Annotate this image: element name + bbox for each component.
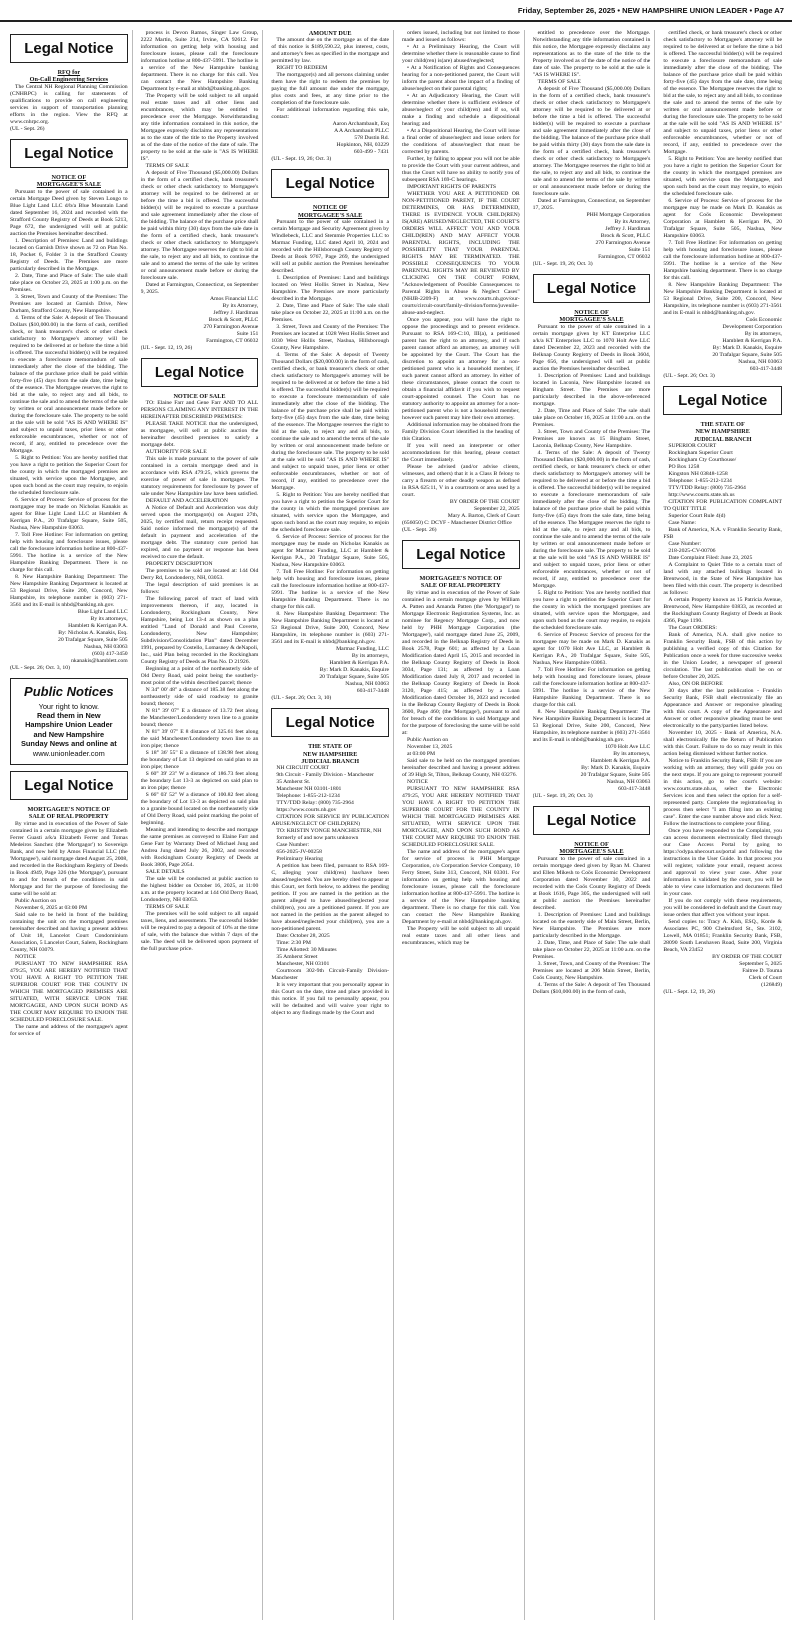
notice-paragraph: The premises to be sold are located at: 144 Old Derry Rd, Londonderry, NH, 03053.: [140, 568, 259, 582]
notice-paragraph: orders issued, including but not limited to those made and issued as follows:: [401, 30, 520, 43]
notice-signature-line: September 5, 2025: [739, 961, 782, 968]
notice-paragraph: N 81° 39' 07" E 8 distance of 325.61 feet along the said Manchester/Londonderry town line to an iron pipe; thence: [140, 729, 259, 750]
notice-signature-line: By its attorneys,: [613, 750, 651, 757]
notice-signature-line: Faitree D. Touma: [742, 968, 782, 975]
notice-signature-line: Farmington, CT 06032: [206, 338, 259, 344]
notice-paragraph: For additional information regarding this sale, contact:: [271, 107, 389, 121]
legal-notice: [663, 30, 782, 380]
notice-signature-line: September 22, 2025: [474, 506, 520, 512]
public-notices-line: and New Hampshire: [33, 729, 105, 739]
notice-signature-line: Hamblett & Kerrigan P.A.: [329, 660, 389, 667]
notice-paragraph: 30 days after the last publication - Franklin Security Bank, FSB shall electronically file an Appearance and Answer or responsive pleading with this court. A copy of the Appearance and Answer or other responsive pleading must be sent electronically to the party/parties listed below.: [663, 688, 782, 730]
notice-paragraph: Case Number:: [668, 541, 702, 548]
legal-notice: [10, 806, 128, 1038]
notice-run-dates: (UL - Sept. 19, 26; Oct. 3): [532, 261, 593, 267]
notice-signature-line: Hopkinton, NH, 03229: [336, 142, 389, 149]
notice-paragraph: Manchester NH 03101-1801: [276, 786, 342, 793]
notice-paragraph: • At an Adjudicatory Hearing, the Court will determine whether there is sufficient evidence of abuse/neglect of your child(ren) and if so, will make a finding and schedule a dispositional hearing; and: [401, 93, 520, 127]
legal-notice: [141, 393, 259, 953]
notice-heading: JUDICIAL BRANCH: [693, 435, 752, 443]
notice-paragraph: The Central NH Regional Planning Commission (CNHRPC) is calling for statements of qualifications to provide on call engineering services in support of transportation planning efforts in the region. View the RFQ at www.cnhrpc.org.: [10, 83, 128, 125]
notice-paragraph: 7. Toll Free Hotline: For information on getting help with housing and foreclosure issues, please call the foreclosure information hotline at 800-437-5991. The hotline is a service of the New Hampshire banking department. There is no charge for this call.: [663, 240, 782, 281]
notice-signature-line: Clerk of Court: [748, 975, 782, 982]
notice-paragraph: CITATION FOR SERVICE BY PUBLICATION ABUSE/NEGLECT OF CHILD(REN): [271, 814, 389, 828]
legal-notice: [10, 69, 128, 133]
notice-paragraph: S 60° 39' 23" W a distance of 186.73 feet along the boundary Lot 13-3 as depicted on said plan to an iron pipe; thence: [140, 771, 259, 792]
notice-paragraph: PO Box 1258: [668, 464, 700, 471]
legal-notice-title: Legal Notice: [10, 771, 128, 800]
notice-heading: RFQ for: [57, 69, 81, 76]
notice-column: [271, 30, 394, 1620]
legal-notice: [271, 743, 389, 1017]
notice-paragraph: 4. Terms of the Sale: A deposit of Ten Thousand Dollars ($10,000.00) in the form of cash,: [532, 981, 651, 995]
notice-signature-line: By: Mark D. Kanakis, Esquire: [581, 764, 651, 771]
notice-signature-line: Aaron Archambault, Esq: [332, 121, 389, 128]
notice-paragraph: 1. Description of Premises: Land and buildings located on the easterly side of Main Street, Berlin, New Hampshire. The Premises are more particularly described in the Mortgage.: [532, 911, 651, 939]
notice-paragraph: Superior Court Rule 4(d): [668, 513, 726, 520]
notice-signature-line: Nashua, NH 03063: [606, 778, 651, 785]
notice-paragraph: S 66° 03' 52" W a distance of 100.82 feet along the boundary of Lot 13-3 as depicted on said plan to a granite bound located on the northeasterly side of Old Derry Road, said point marking the point of beginning.: [140, 792, 259, 827]
public-notices-line: www.unionleader.com: [32, 748, 105, 758]
notice-paragraph: Kingston NH 03848-1258: [668, 471, 728, 478]
notice-paragraph: Beginning at a point of the northeasterly side of Old Derry Road, said point being the southerly-most point of the within described parcel; thence: [140, 666, 259, 687]
notice-paragraph: Dated at Farmington, Connecticut, on September 9, 2025.: [140, 282, 259, 295]
notice-paragraph: 8. New Hampshire Banking Department: The New Hampshire Banking Department is located at 53 Regional Drive, Suite 200, Concord, New Hampshire, its telephone number is (603) 271-3561 and its E-mail is nhbd@banking.nh.gov.: [10, 573, 128, 608]
header-dateline: Friday, September 26, 2025 • NEW HAMPSHIRE UNION LEADER • Page A7: [517, 5, 784, 15]
notice-column: [402, 30, 525, 1620]
notice-paragraph: 35 Amherst St.: [276, 779, 311, 786]
notice-signature-line: 20 Trafalgar Square, Suite 505: [712, 352, 782, 358]
notice-signature-line: Suite 151: [236, 331, 259, 337]
notice-paragraph: SUPERIOR COURT: [668, 443, 717, 450]
notice-paragraph: Date Complaint Filed: June 23, 2025: [668, 555, 753, 562]
notice-paragraph: The Court ORDERS:: [668, 625, 717, 632]
notice-signature-line: BY ORDER OF THE COURT: [449, 499, 520, 505]
notice-paragraph: Date: October 28, 2025: [276, 933, 330, 940]
notice-paragraph: If you do not comply with these requirements, you will be considered in default and the Court may issue orders that affect you without your input.: [663, 898, 782, 919]
notice-signature-line: By: Mark D. Kanakis, Esquire: [319, 667, 389, 674]
legal-notice: [271, 204, 389, 702]
notice-paragraph: Preliminary Hearing: [276, 856, 323, 863]
notice-signature-line: By: Mark D. Kanakis, Esquire: [712, 345, 782, 351]
legal-notice-title: Legal Notice: [10, 34, 128, 63]
notice-paragraph: The Property will be sold subject to all unpaid real estate taxes and all other liens and encumbrances, which may be: [401, 925, 520, 946]
notice-signature-line: 603-499 - 7431: [353, 149, 389, 156]
notice-paragraph: 1. Description of Premises: Land and buildings located on West Hollis Street in Nashua, New Hampshire. The Premises are more particularly described in the Mortgage.: [271, 275, 389, 303]
notice-signature-line: Blue Light Land LLC: [77, 608, 128, 615]
legal-notice: [402, 30, 520, 534]
notice-signature-line: 603-417-3448: [618, 785, 651, 792]
notice-paragraph: Time: 2:30 PM: [276, 940, 311, 947]
notice-paragraph: 4. Terms of the Sale: A deposit of Twenty Thousand Dollars ($20,000.00) in the form of cash, certified check, or bank treasurer's check or other check satisfactory to Mortgagee's attorney will be required to be delivered at or before the time a bid is offered. The successful bidder(s) will be required to execute a foreclosure memorandum of sale immediately after the close of the bidding. The balance of the purchase price shall be paid within forty-five (45) days from the sale date, time being of the essence. The Mortgagee reserves the right to bid at the sale, to reject any and all bids, to continue the sale and to amend the terms of the sale by written or oral announcement made before or during the foreclosure sale. The property to be sold at the sale will be sold "AS IS AND WHERE IS" and subject to unpaid taxes, prior liens or other enforceable encumbrances, whether or not of record, if any, entitled to precedence over the Mortgage.: [271, 352, 389, 492]
notice-paragraph: Telephone: 1-855-212-1234: [668, 478, 732, 485]
notice-paragraph: • At a Dispositional Hearing, the Court will issue a final order of abuse/neglect and issue orders for the conditions of abuse/neglect that must be corrected by parents.: [401, 128, 520, 155]
notice-paragraph: Public Auction on: [406, 736, 449, 743]
notice-heading: MORTGAGEE'S SALE: [36, 181, 101, 189]
notice-paragraph: NOTICE: [15, 953, 36, 960]
notice-heading: NOTICE OF: [312, 204, 348, 212]
notice-paragraph: 7. Toll Free Hotline: For information on getting help with housing and foreclosure issues, please call the foreclosure information hotline at 800-437-5991. The hotline is a service of the New Hampshire Banking Department. There is no charge for this call.: [10, 531, 128, 573]
notice-signature-line: 1070 Holt Ave LLC: [605, 743, 651, 750]
notice-paragraph: • At a Preliminary Hearing, the Court will determine whether there is reasonable cause to find your child(ren) is(are) abused/neglected;: [401, 44, 520, 64]
notice-signature-line: By its Attorney,: [614, 219, 651, 225]
notice-heading: NOTICE OF: [51, 173, 87, 181]
notice-paragraph: Rockingham Superior Court: [668, 450, 733, 457]
notice-paragraph: Time Allotted: 30 Minutes: [276, 947, 337, 954]
notice-signature-line: Coös Economic: [745, 317, 782, 323]
notice-paragraph: S 18° 36' 55" E a distance of 138.98 feet along the boundary of Lot 13 depicted on said plan to an iron pipe; thence: [140, 750, 259, 771]
notice-paragraph: http://www.courts.state.nh.us: [668, 492, 735, 499]
notice-paragraph: 6. Service of Process: Service of process for the mortgagee may be made on Nicholas Kanakis as agent for Marmac Funding, LLC at Hamblett & Kerrigan P.A., 20 Trafalgar Square, Suite 505, Nashua, New Hampshire 03063.: [271, 534, 389, 569]
notice-paragraph: This sale is made pursuant to the power of sale contained in a certain mortgage deed and in accordance with RSA 479:25, which governs the exercise of power of sale in mortgages. The statutory requirements for foreclosure by power of sale under New Hampshire law have been satisfied.: [140, 456, 259, 498]
notice-paragraph: 4. Terms of the Sale: A deposit of Twenty Thousand Dollars ($20,000.00) in the form of cash, certified check, or bank treasurer's check or other check satisfactory to Mortgagee's attorney will be required to be delivered at or before the time a bid is offered. The successful bidder(s) will be required to execute a foreclosure memorandum of sale immediately after the close of the bidding. The balance of the purchase price shall be paid within forty-five (45) days from the sale date, time being of the essence. The Mortgagee reserves the right to bid at the sale, to reject any and all bids, to continue the sale and to amend the terms of the sale by written or oral announcement made before or during the foreclosure sale. The property to be sold at the sale will be sold "AS IS AND WHERE IS" and subject to unpaid taxes, prior liens or other enforceable encumbrances, whether or not of record, if any, entitled to precedence over the Mortgage.: [532, 449, 651, 589]
notice-paragraph: entitled to precedence over the Mortgage. Notwithstanding any title information contained in this notice, the Mortgagee expressly disclaims any representations as to the state of the title to the Property involved as of the date of the notice of the date of sale. The property to be sold at the sale is "AS IS WHERE IS".: [532, 30, 651, 78]
notice-paragraph: 2. Date, Time and Place of Sale: The sale shall take place on October 23, 2025 at 1:00 p.m. on the Premises.: [10, 272, 128, 293]
notice-paragraph: 3. Street, Town and County of the Premises: The Premises are located at Garnish Drive, New Durham, Strafford County, New Hampshire.: [10, 293, 128, 314]
notice-paragraph: November 6, 2025 at 03:00 PM: [15, 904, 88, 911]
notice-signature-line: Brock & Scott, PLLC: [600, 233, 651, 239]
notice-paragraph: November 10, 2025 - Bank of America, N.A. shall electronically file the Return of Publication with this Court. Failure to do so may result in this action being dismissed without further notice.: [663, 730, 782, 758]
notice-paragraph: at 03:00 PM: [406, 750, 436, 757]
notice-signature-line: By its attorneys,: [90, 615, 128, 622]
notice-paragraph: Please be advised (and/or advise clients, witnesses, and others) that it is a Class B felony to carry a firearm or other deadly weapon as defined in RSA 625:11, V in a courtroom or area used by a court.: [401, 464, 520, 498]
notice-paragraph: formerly of and now parts unknown: [276, 835, 359, 842]
notice-paragraph: A petition has been filed, pursuant to RSA 169-C, alleging your child(ren) has/have been abused/neglected. You are hereby cited to appear at this Court, set forth below, to address the pending petition. If you are named in the petition as the parent alleged to have abused/neglected your child(ren), you are a petitioned parent. If you are not named in the petition as the parent alleged to have abused/neglected your child(ren), you are a non-petitioned parent.: [271, 863, 389, 933]
notice-heading: THE STATE OF: [700, 421, 745, 428]
legal-notice: [533, 841, 651, 996]
notice-paragraph: PROPERTY DESCRIPTION: [145, 561, 213, 568]
notice-paragraph: 5. Right to Petition: You are hereby notified that you have a right to petition the Superior Court for the county in which the mortgaged premises are situated, with service upon the Mortgagee, and upon such bond as the court may require, to enjoin the scheduled foreclosure sale.: [10, 454, 128, 496]
notice-paragraph: A deposit of Five Thousand ($5,000.00) Dollars in the form of a certified check, bank treasurer's check or other check satisfactory to Mortgagee's attorney will be required to be delivered at or before the time a bid is offered. The successful bidder(s) will be required to execute a purchase and sale agreement immediately after the close of the bidding. The balance of the purchase price shall be paid within thirty (30) days from the sale date in the form of a certified check, bank treasurer's check or other check satisfactory to Mortgagee's attorney. The Mortgagee reserves the right to bid at the sale, to reject any and all bids, to continue the sale and to amend the terms of the sale by written or oral announcement made before or during the foreclosure sale.: [532, 86, 651, 197]
legal-notice: [663, 421, 782, 996]
notice-heading: NOTICE OF: [574, 840, 609, 848]
notice-signature-line: By its Attorney,: [222, 303, 259, 309]
notice-paragraph: Notice to Franklin Security Bank, FSB: If you are working with an attorney, they will guide you on the next steps. If you are going to represent yourself in this action, go to the court's website: www.courts.state.nh.us, select the Electronic Services icon and then select the option for a self-represented party. Complete the registration/log in process then select "I am filing into an existing case". Enter the case number above and click Next. Follow the instructions to complete your filing.: [663, 758, 782, 828]
notice-signature-line: (126849): [761, 982, 782, 989]
notice-signature-line: Jeffrey J. Hardiman: [605, 226, 651, 232]
notice-paragraph: Said sale to be held in front of the building containing the unit on the mortgaged premises hereinafter described and having a present address of Unit 18, Lancelot Court Condominium Association, 5 Lancelot Court, Salem, Rockingham County, NH 03079.: [10, 911, 128, 953]
notice-paragraph: 3. Street, Town and County of the Premises: The Premises are known as 15 Bingham Street, Laconia, Belknap County, New Hampshire.: [532, 428, 651, 449]
notice-paragraph: Dated at Farmington, Connecticut, on September 17, 2025.: [532, 198, 651, 211]
notice-signature-line: By its attorneys,: [744, 331, 782, 337]
notice-paragraph: process is Devon Ramos, Singer Law Group, 2222 Martin, Suite 214, Irvine, CA 92612. For information on getting help with housing and foreclosure issues, please call the foreclosure information hotline at 800-437-5991. The hotline is a service of the New Hampshire banking department. There is no charge for this call. You can contact the New Hampshire Banking Department by e-mail at nhbd@banking.nh.gov.: [140, 30, 259, 92]
notice-paragraph: Pursuant to the power of sale contained in a certain mortgage given by KT Enterprise LLC a/k/a KT Enterprises LLC to 1070 Holt Ave LLC dated December 22, 2023 and recorded with the Belknap County Registry of Deeds in Book 3604, Page 656, the undersigned will sell at public auction the Premises hereinafter described.: [532, 323, 651, 372]
public-notices-title: Public Notices: [24, 683, 114, 699]
notice-paragraph: 2. Date, Time and Place of Sale: The sale shall take place on October 16, 2025 at 11:00 a.m. on the Premises.: [532, 407, 651, 428]
notice-paragraph: https://www.courts.nh.gov: [276, 807, 337, 814]
notice-paragraph: 4. Terms of the Sale: A deposit of Ten Thousand Dollars ($10,000.00) in the form of cash, certified check, or bank treasurer's check or other check satisfactory to Mortgagee's attorney will be required to be delivered at or before the time a bid is offered. The successful bidder(s) will be required to execute a foreclosure memorandum of sale immediately after the close of the bidding. The balance of the purchase price shall be paid within forty-five (45) days from the sale date, time being of the essence. The Mortgagee reserves the right to bid at the sale, to reject any and all bids, to continue the sale and to amend the terms of the sale by written or oral announcement made before or during the foreclosure sale. The property to be sold at the sale will be sold "AS IS AND WHERE IS" and subject to unpaid taxes, prior liens or other enforceable encumbrances, whether or not of record, if any, entitled to precedence over the Mortgage.: [10, 314, 128, 454]
notice-paragraph: 9th Circuit - Family Division - Manchester: [276, 772, 374, 779]
legal-notice-title: Legal Notice: [271, 708, 389, 737]
notice-run-dates: (UL - Sept. 19, 26; Oct. 3): [532, 792, 593, 799]
notice-heading: THE STATE OF: [308, 743, 353, 751]
notice-signature-line: 270 Farmington Avenue: [203, 324, 259, 330]
notice-signature-line: By: Nicholas A. Kanakis, Esq.: [58, 629, 128, 636]
notice-paragraph: The legal description of said premises is as follows:: [140, 582, 259, 596]
notice-paragraph: The amount due on the mortgage as of the date of this notice is $189,590.22, plus interest, costs, and attorney's fees as specified in the mortgage and permitted by law.: [271, 37, 389, 65]
page-header: [0, 0, 792, 22]
notice-paragraph: N 81° 39' 07" E a distance of 13.72 feet along the Manchester/Londonderry town line to a granite bound; thence: [140, 708, 259, 729]
notice-heading: MORTGAGEE'S SALE: [298, 211, 363, 219]
notice-run-dates: (UL - Sept. 26): [10, 125, 45, 132]
notice-signature-line: 603-417-3448: [749, 366, 782, 372]
notice-paragraph: PLEASE TAKE NOTICE that the undersigned, as mortgagee, will sell at public auction the hereinafter described premises to satisfy a mortgage debt.: [140, 421, 259, 449]
legal-notice-title: Legal Notice: [533, 806, 651, 835]
notice-paragraph: The following parcel of tract of land with improvements thereon, if any, located in Londonderry, Rockingham County, New Hampshire, being Lot 13-4 as shown on a plan entitled "Land of Donald and Paul Coverte, Londonderry, New Hampshire; Subdivision/Consolidation Plan" dated December 1991, prepared by Costello, Lomasney & deNapoli, Inc., said Plan being recorded in the Rockingham County Registry of Deeds as Plan No. D 21926.: [140, 596, 259, 666]
notice-paragraph: Telephone: 1-855-212-1234: [276, 793, 340, 800]
notice-signature-line: 603-417-3448: [356, 688, 389, 695]
notice-paragraph: 35 Amherst Street: [276, 954, 318, 961]
notice-signature-line: Hamblett & Kerrigan P.A.: [590, 757, 651, 764]
notice-paragraph: WHETHER YOU ARE A PETITIONED OR NON-PETITIONED PARENT, IF THE COURT DETERMINES, OR HAS DETERMINED, THERE IS EVIDENCE YOUR CHILD(REN) IS(ARE) ABUSED/NEGLECTED, THE COURT'S ORDERS WILL AFFECT YOU AND YOUR CHILD(REN) AND MAY AFFECT YOUR PARENTAL RIGHTS, INCLUDING THE POSSIBILITY THAT YOUR PARENTAL RIGHTS MAY BE TERMINATED. THE POSSIBLE CONSEQUENCES TO YOUR PARENTAL RIGHTS MAY BE REVIEWED BY CLICKING ON THE COURT FORM, "Acknowledgement of Possible Consequences to Parental Rights in Abuse & Neglect Cases" (NHJB-2209-F) at www.courts.nh.gov/our-courts/circuit-court/family-division/forms/juvenile-abuse-and-neglect.: [401, 191, 520, 316]
notice-paragraph: Case Number:: [276, 842, 310, 849]
legal-notice-title: Legal Notice: [271, 169, 389, 198]
notice-paragraph: 7. Toll Free Hotline: For information on getting help with housing and foreclosure issues, please call the foreclosure information hotline at 800-437-5991. The hotline is a service of the New Hampshire Banking Department. There is no charge for this call.: [271, 569, 389, 611]
notice-run-dates: (UL - Sept. 12, 19, 26): [663, 989, 715, 996]
notice-column: [663, 30, 786, 1620]
notice-paragraph: TERMS OF SALE: [145, 163, 189, 169]
notice-signature-line: Hamblett & Kerrigan P.A.: [68, 622, 128, 629]
notice-paragraph: N 34° 00' 48" a distance of 185.38 feet along the northeasterly side of said roadway to granite bound; thence;: [140, 687, 259, 708]
notice-signature-line: BY ORDER OF THE COURT: [712, 954, 782, 961]
notice-paragraph: Meaning and intending to describe and mortgage the same premises as conveyed to Elaine Farr and Gene Farr by Warranty Deed of Michael Jung and Andrea Jung dated July 26, 2002, and recorded with Rockingham County Registry of Deeds at Book 3806, Page 2054.: [140, 827, 259, 869]
notice-paragraph: SALE DETAILS: [145, 869, 185, 876]
notice-paragraph: 5. Right to Petition: You are hereby notified that you have a right to petition the Superior Court for the county in which the mortgaged premises are situated, with service upon the Mortgagee, and upon such bond as the court may require, to enjoin the scheduled foreclosure sale.: [663, 156, 782, 197]
notice-paragraph: Bank of America, N.A. shall give notice to Franklin Security Bank, FSB of this action by publishing a verified copy of this Citation for Publication once a week for three successive weeks in the Union Leader, a newspaper of general circulation. The last publication shall be on or before October 20, 2025.: [663, 632, 782, 681]
legal-notice: [533, 309, 651, 800]
notice-heading: MORTGAGEE'S NOTICE OF: [419, 575, 503, 582]
notice-paragraph: It is very important that you personally appear in this Court on the date, time and place provided in this notice. If you fail to personally appear, you will be defaulted and will waive your right to object to any findings made by the Court and: [271, 982, 389, 1017]
notice-heading: NEW HAMPSHIRE: [302, 750, 358, 758]
notice-paragraph: 8. New Hampshire Banking Department: The New Hampshire Banking Department is located at 53 Regional Drive, Suite 200, Concord, New Hampshire, its telephone number is (603) 271-3561 and its E-mail is nhbd@banking.nh.gov.: [271, 611, 389, 646]
notice-paragraph: 3. Street, Town, and County of the Premises: The Premises are located at 206 Main Street, Berlin, Coös County, New Hampshire.: [532, 960, 651, 981]
notice-signature-line: Farmington, CT 06032: [598, 254, 651, 260]
notice-signature-line: By its attorneys,: [351, 653, 389, 660]
notice-paragraph: TO: Elaine Farr and Gene Farr AND TO ALL PERSONS CLAIMING ANY INTEREST IN THE HEREINAFTER DESCRIBED PREMISES:: [140, 400, 259, 421]
notice-paragraph: Case Name:: [668, 520, 696, 527]
notice-signature-line: 578 Dustin Rd.: [354, 135, 389, 142]
notice-paragraph: PURSUANT TO NEW HAMPSHIRE RSA 479:25, YOU ARE HEREBY NOTIFIED THAT YOU HAVE A RIGHT TO PETITION THE SUPERIOR COURT FOR THE COUNTY IN WHICH THE MORTGAGED PREMISES ARE SITUATED, WITH SERVICE UPON THE MORTGAGEE, AND UPON SUCH BOND AS THE COURT MAY REQUIRE TO ENJOIN THE SCHEDULED FORECLOSURE SALE.: [10, 960, 128, 1023]
notice-paragraph: 1. Description of Premises: Land and buildings located on Garnish Drive shown as 72 on Plan No. 18, Pocket 6, Folder 3 in the Strafford County Registry of Deeds. The Premises are more particularly described in the Mortgage.: [10, 237, 128, 272]
public-notices-line: Sunday News and online at: [20, 739, 117, 749]
notice-heading: On-Call Engineering Services: [29, 76, 109, 84]
notice-paragraph: PURSUANT TO NEW HAMPSHIRE RSA 479:25, YOU ARE HEREBY NOTIFIED THAT YOU HAVE A RIGHT TO PETITION THE SUPERIOR COURT FOR THE COUNTY IN WHICH THE MORTGAGED PREMISES ARE SITUATED, WITH SERVICE UPON THE MORTGAGEE, AND UPON SUCH BOND AS THE COURT MAY REQUIRE TO ENJOIN THE SCHEDULED FORECLOSURE SALE.: [401, 785, 520, 848]
notice-paragraph: A certain Property known as 15 Patricia Avenue, Brentwood, New Hampshire 03833, as recorded at the Rockingham County Registry of Deeds at Book 4366, Page 1190.: [663, 597, 782, 625]
notice-signature-line: A A Archambault PLLC: [334, 128, 389, 135]
notice-heading: SALE OF REAL PROPERTY: [28, 813, 109, 821]
notice-run-dates: (UL - Sept. 26; Oct. 3, 10): [10, 664, 70, 671]
public-notices-line: Read them in New: [37, 711, 101, 721]
notice-paragraph: 2. Date, Time, and Place of Sale: The sale shall take place on October 22, 2025 at 11:00 a.m. on the Premises.: [532, 939, 651, 960]
notice-signature-line: Nashua, NH 03063: [83, 643, 128, 650]
notice-paragraph: Pursuant to the power of sale contained in a certain mortgage deed given by Ryan M. Charest and Ellen Mikesh to Coös Economic Development Corporation dated November 30, 2022 and recorded with the Coös County Registry of Deeds at Book 1616, Page 305, the undersigned will sell at public auction the Premises hereinafter described.: [532, 855, 651, 911]
legal-notice-title: Legal Notice: [141, 358, 259, 387]
notice-heading: NEW HAMPSHIRE: [695, 428, 750, 436]
notice-signature-line: 20 Trafalgar Square, Suite 505: [580, 771, 651, 778]
notice-paragraph: Said sale to be held on the mortgaged premises hereinafter described and having a present address of 39 High St, Tilton, Belknap County, NH 03276.: [401, 757, 520, 778]
notice-signature-line: Marmac Funding, LLC: [336, 646, 389, 653]
notice-paragraph: Also, ON OR BEFORE: [668, 681, 723, 688]
notice-signature-line: PHH Mortgage Corporation: [586, 212, 651, 218]
notice-paragraph: A deposit of Five Thousand ($5,000.00) Dollars in the form of a certified check, bank treasurer's check or other check satisfactory to Mortgagee's attorney will be required to be delivered at or before the time a bid is offered. The successful bidder(s) will be required to execute a purchase and sale agreement immediately after the close of the bidding. The balance of the purchase price shall be paid within thirty (30) days from the sale date in the form of a certified check, bank treasurer's check or other check satisfactory to Mortgagee's attorney. The Mortgagee reserves the right to bid at the sale, to reject any and all bids, to continue the sale and to amend the terms of the sale by written or oral announcement made before or during the foreclosure sale.: [140, 170, 259, 281]
notice-paragraph: DEFAULT AND ACCELERATION: [145, 498, 229, 505]
legal-notice: [271, 30, 389, 163]
notice-paragraph: A Complaint to Quiet Title to a certain tract of land with any attached buildings located in Brentwood, in the State of New Hampshire has been filed with this court. The property is described as follows:: [663, 562, 782, 597]
notice-signature-line: 20 Trafalgar Square, Suite 505: [319, 674, 389, 681]
notice-signature-line: Jeffrey J. Hardiman: [213, 310, 259, 316]
notice-paragraph: 8. New Hampshire Banking Department: The New Hampshire Banking Department is located at 53 Regional Drive, Suite 200, Concord, New Hampshire, its telephone number is (603) 271-3561 and its E-mail is nhbd@banking.nh.gov.: [532, 708, 651, 743]
notice-paragraph: The sale will be conducted at public auction to the highest bidder on October 16, 2025, at 11:00 a.m. at the property located at 144 Old Derry Road, Londonderry, NH 03053.: [140, 876, 259, 904]
notice-signature-line: Development Corporation: [722, 324, 782, 330]
notice-paragraph: Public Auction on: [15, 897, 57, 904]
notice-paragraph: 656-2025-JV-00258: [276, 849, 322, 856]
notice-paragraph: 6. Service of Process: Service of process for the mortgagee may be made on Nicholas Kanakis as agent for Blue Light Land LLC at Hamblett & Kerrigan P.A., 20 Trafalgar Square, Suite 505, Nashua, New Hampshire 03063.: [10, 496, 128, 531]
notice-paragraph: 5. Right to Petition: You are hereby notified that you have a right to petition the Superior Court for the county in which the mortgaged premises are situated, with service upon the Mortgagee, and upon such bond as the court may require, to enjoin the scheduled foreclosure sale.: [271, 492, 389, 534]
notice-column: [141, 30, 264, 1620]
notice-signature-line: (603) 417-3450: [92, 650, 128, 657]
notice-paragraph: The Property will be sold subject to all unpaid real estate taxes and all other liens and encumbrances, which may be entitled to precedence over the Mortgage. Notwithstanding any title information contained in this notice, the Mortgagee expressly disclaims any representations as to the state of the title to the Property involved as of the date of the notice of the date of sale. The property to be sold at the sale is "AS IS WHERE IS".: [140, 93, 259, 162]
notice-run-dates: (UL - Sept. 26; Oct. 3): [663, 373, 715, 379]
public-notices-promo: [10, 678, 128, 765]
notice-signature-line: 20 Trafalgar Square, Suite 505: [57, 636, 128, 643]
notice-paragraph: The name and address of the mortgagee's agent for service of: [10, 1023, 128, 1037]
notice-heading: MORTGAGEE'S SALE: [559, 848, 624, 856]
notice-paragraph: NOTICE: [406, 778, 428, 785]
notice-paragraph: The premises will be sold subject to all unpaid taxes, liens, and assessments. The successful bidder will be required to pay a deposit of 10% at the time of sale, with the balance due within 7 days of the sale. The deed will be delivered upon payment of the full purchase price.: [140, 911, 259, 953]
legal-notice: [402, 575, 520, 947]
notice-paragraph: Pursuant to the power of sale contained in a certain Mortgage Deed given by Steven Longo to Blue Light Land LLC d/b/a Blue Mountain Land dated September 16, 2024 and recorded with the Strafford County Registry of Deeds at Book 5213, Page 672, the undersigned will sell at public auction the Premises hereinafter described.: [10, 188, 128, 237]
notice-paragraph: Rockingham Cty Courthouse/: [668, 457, 737, 464]
notice-signature-line: Mary A. Barton, Clerk of Court: [447, 513, 520, 519]
public-notices-line: Hampshire Union Leader: [25, 720, 113, 730]
notice-paragraph: TTY/TDD Relay: (800) 735-2964: [276, 800, 354, 807]
notice-paragraph: 5. Right to Petition: You are hereby notified that you have a right to petition the Superior Court for the county in which the mortgaged premises are situated, with service upon the Mortgagee, and upon such bond as the court may require, to enjoin the scheduled foreclosure sale.: [532, 589, 651, 631]
legal-notice-title: Legal Notice: [402, 540, 520, 569]
notice-paragraph: By virtue and in execution of the Power of Sale contained in a certain mortgage given by William A. Patten and Amanda Patten (the 'Mortgagor') to Mortgage Electronic Registration Systems, Inc. as nominee for Regency Mortgage Corp., and now held by PHH Mortgage Corporation (the 'Mortgagee'), said mortgage dated June 25, 2009, and recorded in the Belknap Registry of Deeds in Book 2578, Page 601; as affected by a Loan Modification dated April 15, 2015 and recorded in the Belknap County Registry of Deeds in Book 3034, Page 131; as affected by a Loan Modification dated July 8, 2017 and recorded in the Belknap County Registry of Deeds in Book 3120, Page 415; as affected by a Loan Modification dated October 16, 2023 and recorded in the Belknap County Registry of Deeds in Book 3600, Page 460; (the 'Mortgage'), pursuant to and for breach of the conditions in said Mortgage and for the purpose of foreclosing the same will be sold at:: [401, 589, 520, 736]
notice-heading: MORTGAGEE'S SALE: [559, 316, 624, 324]
notice-signature-line: Suite 151: [628, 247, 651, 253]
notice-paragraph: November 13, 2025: [406, 743, 453, 750]
notices-columns: [10, 30, 786, 1620]
notice-paragraph: Once you have responded to the Complaint, you can access documents electronically filed through our Case Access Portal by going to https://odypa.nhecourt.us/portal and following the instructions in the User Guide. In that process you will register, validate your email, request access and approval to view your case. After your information is validated by the court, you will be able to view case information and documents filed in your case.: [663, 828, 782, 898]
notice-signature-line: Nashua, NH 03063: [345, 681, 389, 688]
notice-paragraph: If you will need an interpreter or other accommodations for this hearing, please contact the Court immediately.: [401, 443, 520, 463]
legal-notice-title: Legal Notice: [663, 386, 782, 415]
notice-run-dates: (656050) C: DCYF - Manchester District Office (UL - Sept. 26): [401, 520, 512, 533]
notice-run-dates: (UL - Sept. 12, 19, 26): [140, 345, 193, 351]
notice-paragraph: Send copies to: Tracy A. Kish, ESQ., Korde & Associates PC, 900 Chelmsford St., Ste. 3102, Lowell, MA 01851; Franklin Security Bank, FSB, 28090 South Lenshaven Road, Suite 200, Virginia Beach, VA 23452: [663, 919, 782, 954]
notice-paragraph: 6. Service of Process: Service of process for the mortgagee may be made on Mark D. Kanakis as agent for Coös Economic Development Corporation at Hamblett & Kerrigan PA, 20 Trafalgar Square, Suite 505, Nashua, New Hampshire 03063.: [663, 198, 782, 239]
notice-paragraph: TTY/TDD Relay: (800) 735-2964: [668, 485, 746, 492]
notice-paragraph: The mortgagor(s) and all persons claiming under them have the right to redeem the premises by paying the full amount due under the mortgage, plus costs and fees, at any time prior to the completion of the foreclosure sale.: [271, 72, 389, 107]
notice-signature-line: Amos Financial LLC: [209, 296, 259, 302]
notice-heading: JUDICIAL BRANCH: [301, 758, 360, 766]
notice-paragraph: NH CIRCUIT COURT: [276, 765, 329, 772]
legal-notice-title: Legal Notice: [10, 139, 128, 168]
notice-heading: SALE OF REAL PROPERTY: [420, 582, 501, 590]
notice-paragraph: AUTHORITY FOR SALE: [145, 449, 207, 456]
legal-notice: [10, 174, 128, 672]
notice-paragraph: Once you appear, you will have the right to oppose the proceedings and to present evidence. Pursuant to RSA 169-C:10, III(a), a petitioned parent has the right to an attorney, and if such parent cannot afford an attorney, an attorney will be appointed by the Court. The Court has the discretion to appoint an attorney for a non-petitioned parent who is a household member, if such parent cannot afford an attorney. In either of these circumstances, please contact the court to obtain a financial affidavit if you wish to request court-appointed counsel. The Court has no statutory authority to appoint an attorney for a non-petitioned parent who is not a household member, however such parent may hire their own attorney.: [401, 317, 520, 421]
notice-heading: MORTGAGEE'S NOTICE OF: [27, 806, 111, 814]
notice-column: [533, 30, 656, 1620]
notice-paragraph: 8. New Hampshire Banking Department: The New Hampshire Banking Department is located at 53 Regional Drive, Suite 200, Concord, New Hampshire, its telephone number is (603) 271-3561 and its E-mail is nhbd@banking.nh.gov.: [663, 282, 782, 316]
notice-paragraph: Bank of America, N.A. v Franklin Security Bank, FSB: [663, 527, 782, 541]
notice-signature-line: Nashua, NH 03063: [738, 359, 782, 365]
notice-column: [10, 30, 133, 1620]
notice-paragraph: Pursuant to the power of sale contained in a certain Mortgage and Security Agreement given by Windlebeck, LLC and Stemmie Properties LLC to Marmac Funding, LLC dated April 10, 2024 and recorded with the Hillsborough County Registry of Deeds at Book 9767, Page 269, the undersigned will sell at public auction the Premises hereinafter described.: [271, 219, 389, 275]
notice-signature-line: nkanakis@hamblett.com: [71, 657, 128, 664]
notice-paragraph: TERMS OF SALE: [537, 79, 581, 85]
notice-paragraph: Courtroom 302-9th Circuit-Family Division-Manchester: [271, 968, 389, 982]
notice-paragraph: 6. Service of Process: Service of process for the mortgagee may be made on Mark D. Kanakis as agent for 1070 Holt Ave LLC, at Hamblett & Kerrigan P.A., 20 Trafalgar Square, Suite 505, Nashua, New Hampshire 03063.: [532, 631, 651, 666]
notice-paragraph: CITATION FOR PUBLICATION COMPLAINT TO QUIET TITLE: [663, 499, 782, 513]
notice-paragraph: 218-2025-CV-00706: [668, 548, 716, 555]
notice-paragraph: 7. Toll Free Hotline: For information on getting help with housing and foreclosure issues, please call the foreclosure information hotline at 800-437-5991. The hotline is a service of the New Hampshire Banking Department. There is no charge for this call.: [532, 666, 651, 708]
notice-paragraph: IMPORTANT RIGHTS OF PARENTS: [406, 184, 497, 190]
notice-run-dates: (UL - Sept. 26; Oct. 3, 10): [271, 695, 332, 702]
notice-paragraph: By virtue and in execution of the Power of Sale contained in a certain mortgage given by Elizabeth Ferrer Guasti a/k/a Elizabeth Ferrer and Tomas Medeiros Sanchez (the 'Mortgagor') to Sovereign Bank, and now held by Amos Financial LLC (the 'Mortgagee'), said mortgage dated August 25, 2008, and recorded in the Rockingham Registry of Deeds in Book 4949, Page 326 (the 'Mortgage'), pursuant to and for breach of the conditions in said Mortgage and for the purpose of foreclosing the same will be sold at:: [10, 820, 128, 897]
notice-signature-line: 270 Farmington Avenue: [595, 240, 651, 246]
notice-paragraph: Further, by failing to appear you will not be able to provide the Court with your current address, and thus the Court will have no ability to notify you of subsequent RSA 169-C hearings.: [401, 156, 520, 183]
notice-run-dates: (UL - Sept. 19, 26; Oct. 3): [271, 156, 332, 163]
notice-paragraph: RIGHT TO REDEEM: [276, 65, 328, 72]
notice-heading: NOTICE OF: [574, 309, 609, 316]
notice-paragraph: Additional information may be obtained from the Family Division Court identified in the heading of this Citation.: [401, 422, 520, 442]
notice-paragraph: A Notice of Default and Acceleration was duly served upon the mortgagor(s) on August 27th, 2025, by certified mail, return receipt requested. Said notice informed the mortgagor(s) of the default in payment and acceleration of the mortgage debt. The statutory cure period has expired, and no payment or response has been received to cure the default.: [140, 505, 259, 561]
notice-paragraph: 2. Date, Time and Place of Sale: The sale shall take place on October 22, 2025 at 11:00 a.m. on the Premises.: [271, 303, 389, 324]
notice-paragraph: • At a Notification of Rights and Consequences hearing for a non-petitioned parent, the Court will inform the parent about the impact of a finding of abuse/neglect on their parental rights;: [401, 65, 520, 92]
notice-signature-line: Brock & Scott, PLLC: [208, 317, 259, 323]
notice-signature-line: Hamblett & Kerrigan P.A.: [722, 338, 782, 344]
notice-heading: AMOUNT DUE: [308, 30, 352, 37]
notice-paragraph: TO: KRISTIN YONGE MANCHESTER, NH: [276, 828, 382, 835]
notice-paragraph: The name and address of the mortgagee's agent for service of process is PHH Mortgage Corporation, c/o Corporation Service Company, 10 Ferry Street, Suite 313, Concord, NH 03301. For information on getting help with housing and foreclosure issues, please call the foreclosure information hotline at 800-437-5991. The hotline is a service of the New Hampshire banking department. There is no charge for this call. You can contact the New Hampshire Banking Department by e-mail at nhbd@banking.nh.gov.: [401, 848, 520, 925]
notice-paragraph: 3. Street, Town and County of the Premises: The Premises are located at 1028 West Hollis Street and 1030 West Hollis Street, Nashua, Hillsborough County, New Hampshire.: [271, 324, 389, 352]
legal-notice-title: Legal Notice: [533, 274, 651, 303]
notice-heading: NOTICE OF SALE: [173, 393, 226, 400]
notice-paragraph: certified check, or bank treasurer's check or other check satisfactory to Mortgagee's attorney will be required to be delivered at or before the time a bid is offered. The successful bidder(s) will be required to execute a foreclosure memorandum of sale immediately after the close of the bidding. The balance of the purchase price shall be paid within forty-five (45) days from the sale date, time being of the essence. The Mortgagee reserves the right to bid at the sale, to reject any and all bids, to continue the sale and to amend the terms of the sale by written or oral announcement made before or during the foreclosure sale. The property to be sold at the sale will be sold "AS IS AND WHERE IS" and subject to unpaid taxes, prior liens or other enforceable encumbrances, whether or not of record, if any, entitled to precedence over the Mortgage.: [663, 30, 782, 155]
notice-paragraph: Manchester, NH 03101: [276, 961, 330, 968]
legal-notice: [141, 30, 259, 352]
notice-paragraph: 1. Description of Premises: Land and buildings located in Laconia, New Hampshire located on Bingham Street. The Premises are more particularly described in the above-referenced mortgage.: [532, 372, 651, 407]
public-notices-line: Your right to know.: [38, 701, 100, 711]
legal-notice: [533, 30, 651, 268]
notice-paragraph: TERMS OF SALE: [145, 904, 189, 911]
